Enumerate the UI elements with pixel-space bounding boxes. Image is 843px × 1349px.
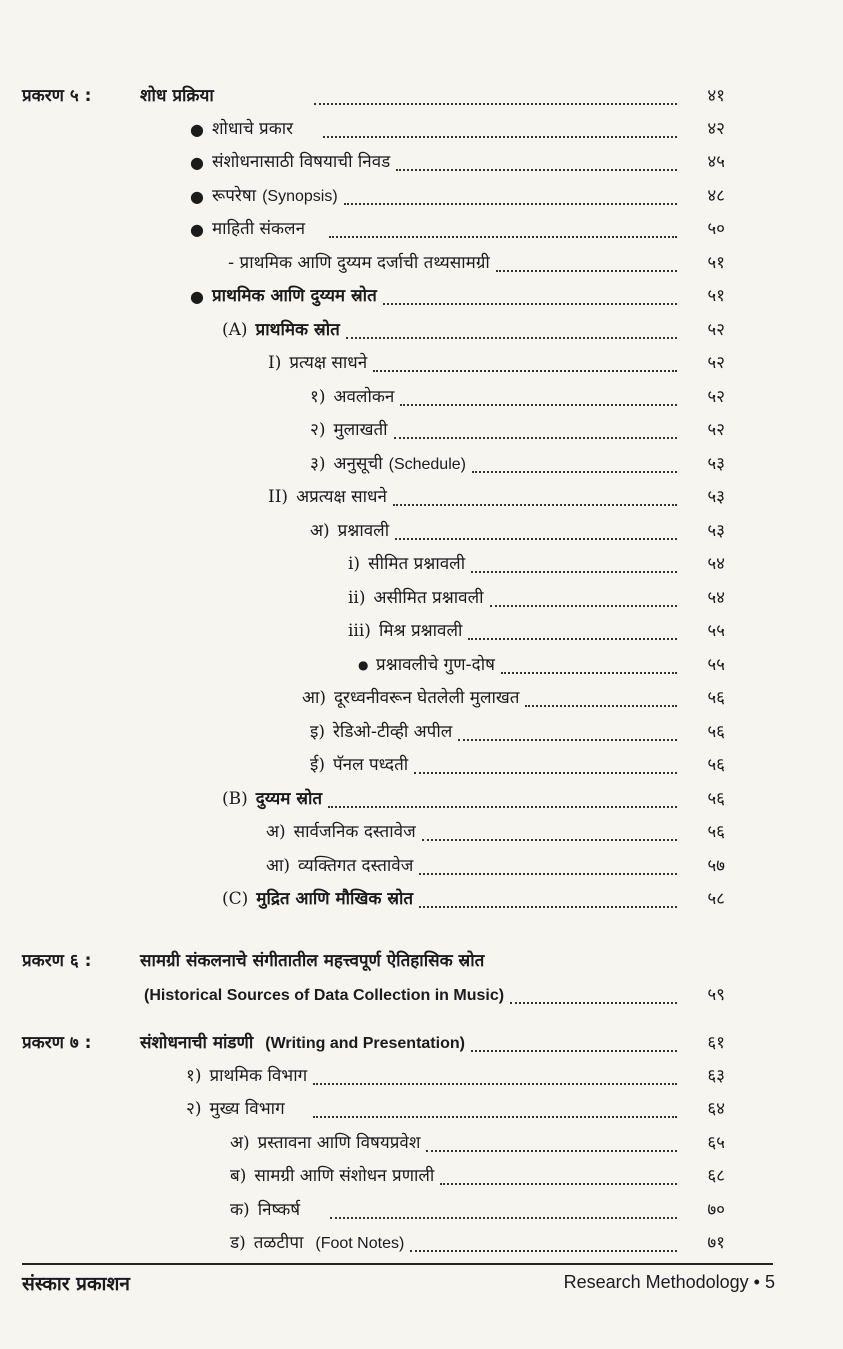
entry-title: दुय्यम स्रोत [255,789,323,809]
page-number: ५४ [707,554,725,574]
entry-title: मिश्र प्रश्नावली [378,621,463,641]
toc-entry [0,783,843,816]
toc-entry [0,347,843,380]
bullet-icon: ● [190,120,204,139]
leader-dots [414,772,677,774]
entry-title: मुद्रित आणि मौखिक स्रोत [256,889,414,909]
toc-entry [0,1227,843,1260]
page-number: ५६ [707,722,725,742]
toc-entry [0,1060,843,1093]
chapter-subtitle: (Writing and Presentation) [265,1035,465,1052]
entry-marker: i) [348,554,361,574]
leader-dots [394,437,677,439]
toc-entry [0,548,843,581]
leader-dots [496,270,677,272]
entry-title: माहिती संकलन [212,219,306,239]
entry-title: सार्वजनिक दस्तावेज [293,822,416,842]
leader-dots [344,203,677,205]
toc-entry [0,749,843,782]
page-number: ५३ [707,454,725,474]
page-number: ५५ [707,655,725,675]
entry-marker: १) [186,1066,202,1086]
leader-dots [328,806,677,808]
entry-title: प्राथमिक विभाग [209,1066,308,1086]
leader-dots [313,1116,677,1118]
entry-marker: I) [268,353,282,373]
entry-title: तळटीपा [253,1233,304,1253]
entry-marker: आ) [302,688,327,708]
page-number: ५९ [707,985,725,1005]
leader-dots [426,1150,677,1152]
toc-entry [0,816,843,849]
toc-entry [0,515,843,548]
chapter-label: प्रकरण ५ : [22,86,92,106]
entry-marker: (C) [222,889,249,909]
page-number: ६३ [707,1066,725,1086]
page-number: ४५ [707,152,725,172]
toc-entry [0,180,843,213]
toc-entry [0,850,843,883]
entry-title-latin: (Synopsis) [262,188,338,205]
entry-title: अवलोकन [333,387,395,407]
entry-marker: iii) [348,621,371,641]
entry-marker: ii) [348,588,366,608]
entry-marker: अ) [310,521,330,541]
leader-dots [510,1002,677,1004]
bullet-icon: ● [190,220,204,239]
entry-marker: ३) [310,454,326,474]
page-number: ६८ [707,1166,725,1186]
entry-title: संशोधनासाठी विषयाची निवड [212,152,391,172]
leader-dots [490,605,677,607]
toc-entry [0,280,843,313]
book-title-page: Research Methodology • 5 [563,1272,775,1292]
entry-title: अनुसूची [333,454,383,474]
entry-marker: ब) [230,1166,247,1186]
entry-marker: अ) [230,1133,250,1153]
leader-dots [472,471,677,473]
entry-title: व्यक्तिगत दस्तावेज [298,856,414,876]
chapter-subtitle: (Historical Sources of Data Collection in Music) [144,987,505,1004]
entry-title: प्रत्यक्ष साधने [289,353,368,373]
page-number: ५५ [707,621,725,641]
page-number: ५३ [707,521,725,541]
leader-dots [458,739,677,741]
toc-entry [0,448,843,481]
entry-title: मुलाखती [333,420,388,440]
leader-dots [419,906,677,908]
entry-marker: क) [230,1200,250,1220]
leader-dots [396,169,677,171]
toc-entry [0,414,843,447]
page-number: ६४ [707,1099,725,1119]
toc-entry [0,213,843,246]
entry-marker: ड) [230,1233,246,1253]
chapter-title: शोध प्रक्रिया [140,86,214,106]
page-number: ५६ [707,688,725,708]
leader-dots [323,136,677,138]
entry-title: रूपरेषा [212,186,257,206]
leader-dots [471,1050,677,1052]
page-number: ५६ [707,755,725,775]
entry-title: प्राथमिक स्रोत [255,320,340,340]
leader-dots [314,103,677,105]
toc-chapter-6-subtitle [0,979,843,1012]
leader-dots [525,705,677,707]
page-number: ७० [707,1200,725,1220]
leader-dots [422,839,677,841]
page-number: ५२ [707,420,725,440]
toc-entry [0,716,843,749]
page-number: ५६ [707,822,725,842]
page-number: ५१ [707,253,725,273]
leader-dots [471,571,677,573]
toc-entry [0,1127,843,1160]
entry-title: प्रश्नावली [337,521,390,541]
entry-title: प्राथमिक आणि दुय्यम स्रोत [212,286,377,306]
leader-dots [346,337,677,339]
toc-entry [0,113,843,146]
entry-title: प्रस्तावना आणि विषयप्रवेश [257,1133,421,1153]
bullet-icon: ● [190,287,204,306]
entry-marker: अ) [266,822,286,842]
leader-dots [501,672,677,674]
page-number: ४१ [707,86,725,106]
toc-entry [0,682,843,715]
toc-entry [0,649,843,682]
leader-dots [383,303,677,305]
entry-title-latin: (Foot Notes) [315,1235,405,1252]
entry-marker: II) [268,487,289,507]
toc-chapter-7 [0,1027,843,1060]
leader-dots [410,1250,677,1252]
entry-title: असीमित प्रश्नावली [373,588,484,608]
leader-dots [329,236,677,238]
entry-title: अप्रत्यक्ष साधने [296,487,387,507]
entry-title: पॅनल पध्दती [332,755,409,775]
entry-marker: २) [310,420,326,440]
toc-entry [0,247,843,280]
toc-entry [0,1093,843,1126]
leader-dots [395,538,677,540]
entry-marker: (B) [222,789,248,809]
toc-entry [0,381,843,414]
entry-title: सीमित प्रश्नावली [368,554,466,574]
toc-entry [0,615,843,648]
entry-title: मुख्य विभाग [209,1099,285,1119]
entry-marker: २) [186,1099,202,1119]
chapter-title: सामग्री संकलनाचे संगीतातील महत्त्वपूर्ण ऐतिहासिक स्रोत [140,951,485,971]
page-number: ५६ [707,789,725,809]
chapter-label: प्रकरण ७ : [22,1033,92,1053]
leader-dots [419,873,677,875]
leader-dots [440,1183,677,1185]
toc-chapter-5 [0,80,843,113]
chapter-label: प्रकरण ६ : [22,951,92,971]
toc-entry [0,582,843,615]
bullet-icon: ● [358,658,369,672]
entry-title: प्रश्नावलीचे गुण-दोष [376,655,495,675]
entry-title: निष्कर्ष [257,1200,301,1220]
page-number: ४२ [707,119,725,139]
entry-title: सामग्री आणि संशोधन प्रणाली [254,1166,435,1186]
page-number: ५८ [707,889,725,909]
entry-marker: (A) [222,320,248,340]
bullet-icon: ● [190,187,204,206]
toc-chapter-6 [0,945,843,978]
page-number: ५४ [707,588,725,608]
page-number: ६५ [707,1133,725,1153]
entry-marker: १) [310,387,326,407]
leader-dots [373,370,677,372]
entry-marker: ई) [310,755,325,775]
entry-title: - प्राथमिक आणि दुय्यम दर्जाची तथ्यसामग्री [228,253,490,273]
leader-dots [400,404,677,406]
page-number: ५२ [707,353,725,373]
page-number: ५२ [707,320,725,340]
page-number: ५३ [707,487,725,507]
leader-dots [313,1083,677,1085]
toc-entry [0,883,843,916]
toc-entry [0,314,843,347]
chapter-title: संशोधनाची मांडणी [140,1033,254,1053]
entry-title-latin: (Schedule) [388,456,466,473]
page-number: ५७ [707,856,725,876]
entry-title: दूरध्वनीवरून घेतलेली मुलाखत [334,688,520,708]
toc-entry [0,146,843,179]
footer-divider [22,1263,773,1265]
page-number: ४८ [707,186,725,206]
entry-marker: इ) [310,722,325,742]
toc-entry [0,1160,843,1193]
toc-entry [0,481,843,514]
entry-marker: आ) [266,856,291,876]
entry-title: रेडिओ-टीव्ही अपील [332,722,453,742]
publisher-name: संस्कार प्रकाशन [22,1273,130,1295]
leader-dots [468,638,677,640]
page-number: ५२ [707,387,725,407]
entry-title: शोधाचे प्रकार [212,119,294,139]
bullet-icon: ● [190,153,204,172]
leader-dots [330,1217,677,1219]
page-number: ५१ [707,286,725,306]
page-number: ५० [707,219,725,239]
page-number: ७१ [707,1233,725,1253]
leader-dots [393,504,677,506]
page-number: ६१ [707,1033,725,1053]
toc-entry [0,1194,843,1227]
